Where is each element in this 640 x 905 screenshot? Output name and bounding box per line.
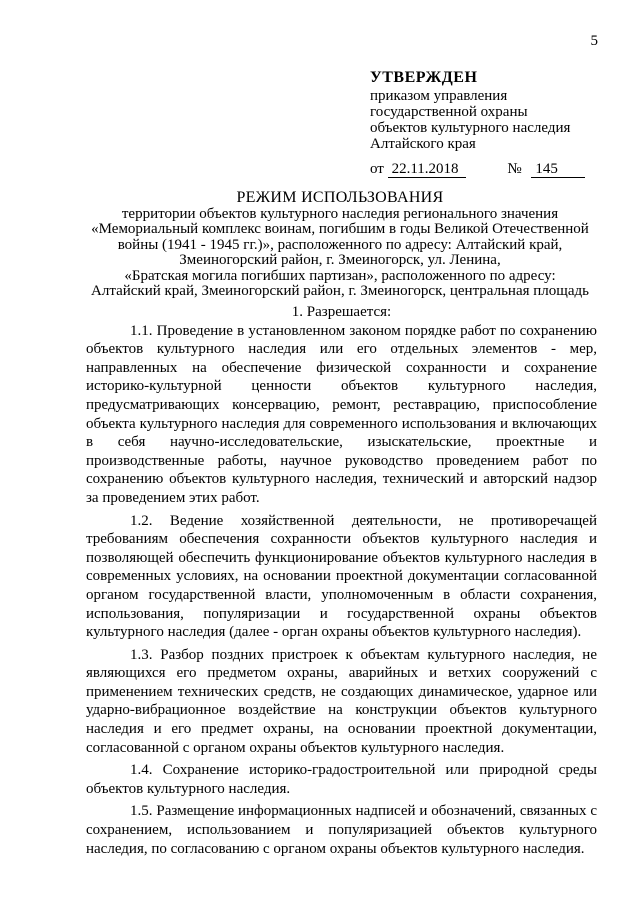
paragraph-1-2: 1.2. Ведение хозяйственной деятельности, не противоречащей требованиям обеспечения сохранности объектов культурного наследия и позволяющей обеспечить функционирование объектов культурного наследия в современных условиях, на основании проектной документации согласованной органом государственной власти, уполномоченным в области сохранения, использования, популяризации и государственной охраны объектов культурного наследия (далее - орган охраны объектов культурного наследия).	[86, 512, 597, 641]
approval-line: приказом управления	[370, 88, 508, 104]
regime-subtitle-line: «Братская могила погибших партизан», расположенного по адресу:	[124, 267, 556, 284]
order-details	[370, 161, 610, 178]
order-date: 22.11.2018	[388, 162, 466, 178]
paragraph-1-4: 1.4. Сохранение историко-градостроительной или природной среды объектов культурного наследия.	[86, 762, 597, 797]
number-sign: №	[507, 161, 522, 177]
approval-title: УТВЕРЖДЕН	[370, 69, 478, 86]
regime-subtitle-line: территории объектов культурного наследия регионального значения	[121, 205, 559, 222]
page-number: 5	[590, 33, 598, 49]
approval-line: объектов культурного наследия	[370, 120, 571, 136]
approval-block	[370, 70, 610, 178]
regime-subtitle-line: Алтайский край, Змеиногорский район, г. Змеиногорск, центральная площадь	[91, 283, 589, 299]
approval-line: государственной охраны	[370, 104, 528, 120]
section-heading: 1. Разрешается:	[291, 304, 392, 320]
paragraph-1-5: 1.5. Размещение информационных надписей и обозначений, связанных с сохранением, использованием и популяризацией объектов культурного наследия, по согласованию с органом охраны объектов культурного наследия.	[86, 803, 597, 857]
regime-subtitle-line: войны (1941 - 1945 гг.)», расположенного по адресу: Алтайский край,	[117, 236, 563, 253]
from-label: от	[370, 161, 384, 177]
regime-header	[84, 190, 596, 300]
document-title: РЕЖИМ ИСПОЛЬЗОВАНИЯ	[236, 189, 444, 206]
regime-subtitle-line: «Мемориальный комплекс воинам, погибшим в годы Великой Отечественной	[91, 221, 589, 237]
paragraph-1-1: 1.1. Проведение в установленном законом порядке работ по сохранению объектов культурного наследия или его отдельных элементов - мер, направленных на обеспечение физической сохранности и сохранение историко-культурной ценности объектов культурного наследия, предусматривающих консервацию, ремонт, реставрацию, приспособление объекта культурного наследия для современного использования и включающих в себя научно-исследовательские, изыскательские, проектные и производственные работы, научное руководство проведением работ по сохранению объектов культурного наследия, технический и авторский надзор за проведением этих работ.	[86, 322, 597, 506]
approval-line: Алтайского края	[370, 136, 476, 152]
regime-subtitle-line: Змеиногорский район, г. Змеиногорск, ул. Ленина,	[179, 252, 501, 268]
paragraph-1-3: 1.3. Разбор поздних пристроек к объектам культурного наследия, не являющихся его предметом охраны, аварийных и ветхих сооружений с применением технических средств, не создающих динамическое, ударное или ударно-вибрационное воздействие на конструкции объектов культурного наследия и его предмет охраны, на основании проектной документации, согласованной с органом охраны объектов культурного наследия.	[86, 646, 597, 756]
order-number: 145	[531, 162, 585, 178]
document-body	[86, 303, 597, 862]
